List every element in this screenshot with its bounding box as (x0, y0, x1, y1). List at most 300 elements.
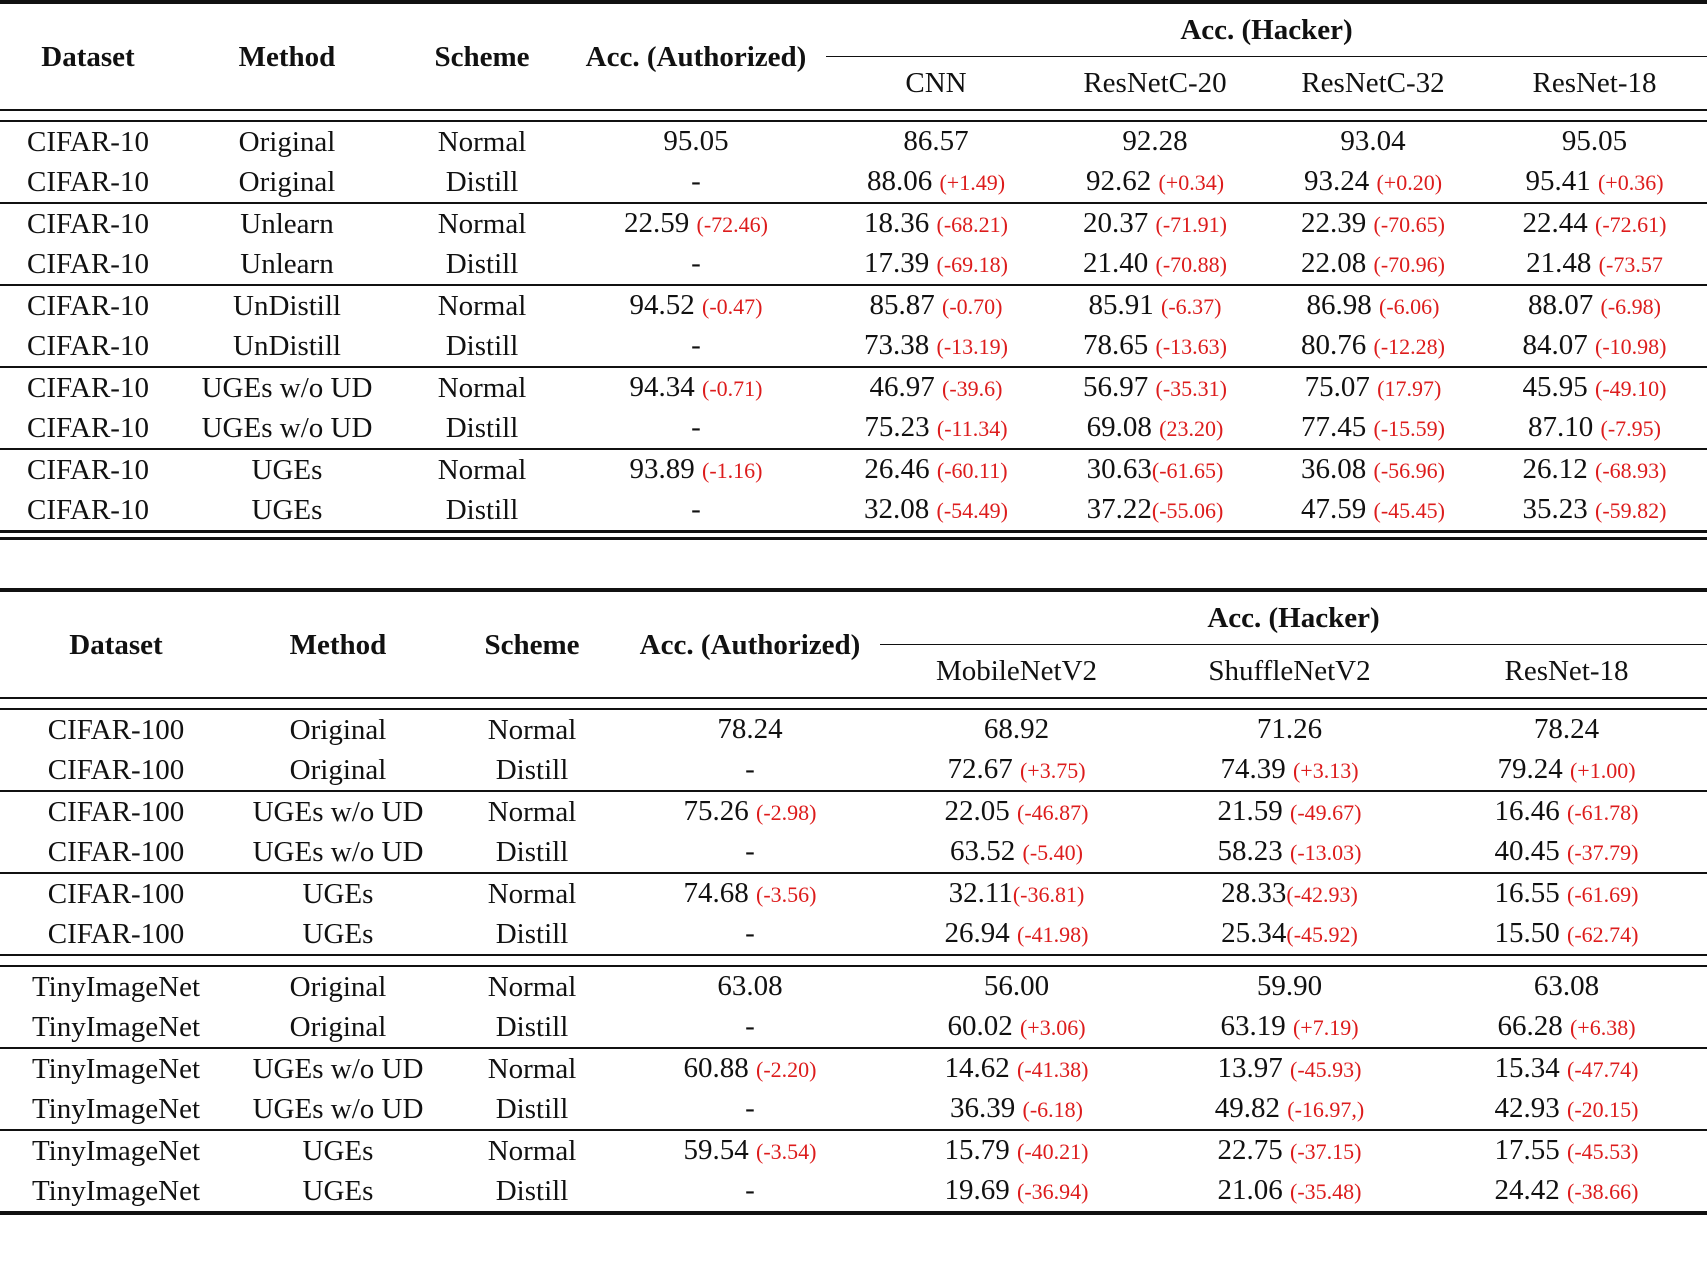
dataset-cell: TinyImageNet (31, 971, 201, 1003)
delta: (-56.96) (1373, 458, 1445, 483)
value: 42.93 (1494, 1092, 1567, 1124)
acc-authorized-cell (566, 408, 826, 449)
acc-hacker-cell (1046, 408, 1264, 449)
acc-hacker-cell (1482, 367, 1707, 408)
delta: (-70.96) (1373, 252, 1445, 277)
method-cell: UGEs w/o UD (201, 412, 373, 444)
delta: (-62.74) (1567, 922, 1639, 947)
scheme-cell: Normal (487, 1053, 577, 1085)
header-dataset: Dataset (69, 628, 163, 661)
acc-authorized-cell (566, 203, 826, 244)
value: 74.68 (683, 877, 756, 909)
value: - (745, 917, 755, 949)
header-model-resnet18: ResNet-18 (1504, 655, 1629, 687)
cifar10-results-table (0, 0, 1707, 540)
acc-hacker-cell (1426, 914, 1707, 954)
acc-authorized-cell (566, 490, 826, 530)
method-cell: Original (289, 971, 387, 1003)
value: 49.82 (1214, 1092, 1288, 1124)
acc-hacker-cell (1153, 791, 1426, 832)
table-row (0, 832, 1707, 873)
acc-hacker-cell (1482, 244, 1707, 285)
table-row (0, 1089, 1707, 1130)
value: 18.36 (864, 207, 937, 239)
value: 94.34 (629, 371, 702, 403)
acc-hacker-cell (1046, 244, 1264, 285)
acc-hacker-cell (826, 326, 1046, 367)
value: 32.11 (948, 877, 1013, 909)
acc-authorized-cell (566, 449, 826, 490)
acc-hacker-cell (1426, 1048, 1707, 1089)
value: 59.90 (1256, 970, 1323, 1002)
value: 22.75 (1217, 1134, 1290, 1166)
acc-hacker-cell (1482, 203, 1707, 244)
table-row (0, 122, 1707, 162)
table-row (0, 367, 1707, 408)
table-row (0, 914, 1707, 954)
delta: (-11.34) (936, 416, 1008, 441)
header-model-resnetc20: ResNetC-20 (1083, 67, 1227, 99)
method-cell: Original (289, 714, 387, 746)
value: 93.24 (1303, 165, 1377, 197)
dataset-cell: CIFAR-100 (47, 754, 185, 786)
header-model-shufflenetv2: ShuffleNetV2 (1208, 655, 1371, 687)
scheme-cell: Normal (437, 454, 527, 486)
delta: (-0.70) (942, 294, 1003, 319)
acc-hacker-cell (1153, 1130, 1426, 1171)
delta: (-73.57 (1598, 252, 1663, 277)
value: 85.87 (869, 289, 942, 321)
delta: (-37.79) (1567, 840, 1639, 865)
acc-hacker-cell (1264, 203, 1482, 244)
delta: (-35.48) (1290, 1179, 1362, 1204)
dataset-cell: CIFAR-10 (27, 126, 149, 158)
value: 32.08 (864, 493, 937, 525)
acc-hacker-cell (1153, 1171, 1426, 1211)
method-cell: Original (289, 1011, 387, 1043)
table-row (0, 326, 1707, 367)
acc-authorized-cell (620, 967, 880, 1007)
value: 35.23 (1522, 493, 1595, 525)
value: 75.07 (1304, 371, 1378, 403)
acc-hacker-cell (880, 832, 1153, 873)
scheme-cell: Normal (437, 372, 527, 404)
acc-hacker-cell (1153, 967, 1426, 1007)
acc-hacker-cell (1264, 490, 1482, 530)
header-model-cnn: CNN (905, 67, 967, 99)
table-row (0, 490, 1707, 530)
acc-hacker-cell (826, 122, 1046, 162)
value: 21.40 (1083, 247, 1156, 279)
method-cell: UGEs (251, 494, 323, 526)
value: 13.97 (1217, 1052, 1290, 1084)
table-row (0, 873, 1707, 914)
value: 80.76 (1301, 329, 1374, 361)
value: 56.97 (1083, 371, 1156, 403)
dataset-cell: CIFAR-10 (27, 372, 149, 404)
header-scheme: Scheme (484, 628, 580, 661)
delta: (-3.54) (756, 1139, 817, 1164)
value: 22.05 (944, 795, 1017, 827)
table-row (0, 967, 1707, 1007)
acc-authorized-cell (566, 162, 826, 203)
acc-hacker-cell (880, 791, 1153, 832)
delta: (-61.65) (1151, 458, 1224, 483)
value: 88.06 (866, 165, 940, 197)
delta: (-2.98) (756, 800, 817, 825)
table-row (0, 162, 1707, 203)
value: 14.62 (944, 1052, 1017, 1084)
acc-hacker-cell (1264, 408, 1482, 449)
delta: (-10.98) (1595, 334, 1667, 359)
scheme-cell: Normal (487, 971, 577, 1003)
value: 22.44 (1522, 207, 1595, 239)
value: 77.45 (1301, 411, 1374, 443)
acc-hacker-cell (826, 285, 1046, 326)
acc-hacker-cell (826, 367, 1046, 408)
acc-hacker-cell (1426, 832, 1707, 873)
value: 66.28 (1497, 1010, 1570, 1042)
delta: (-6.06) (1379, 294, 1440, 319)
acc-hacker-cell (1426, 750, 1707, 791)
delta: (-16.97,) (1287, 1097, 1365, 1122)
value: 19.69 (944, 1174, 1017, 1206)
acc-hacker-cell (1153, 1007, 1426, 1048)
method-cell: UGEs w/o UD (201, 372, 373, 404)
scheme-cell: Distill (495, 918, 569, 950)
scheme-cell: Distill (445, 248, 519, 280)
table-row (0, 710, 1707, 750)
dataset-cell: TinyImageNet (31, 1093, 201, 1125)
dataset-cell: CIFAR-10 (27, 330, 149, 362)
acc-hacker-cell (1046, 367, 1264, 408)
value: 92.62 (1085, 165, 1159, 197)
cifar100-tinyimagenet-results-table (0, 588, 1707, 1215)
scheme-cell: Normal (487, 878, 577, 910)
value: 16.55 (1494, 877, 1567, 909)
delta: (-61.78) (1567, 800, 1639, 825)
delta: (-42.93) (1286, 882, 1358, 907)
scheme-cell: Normal (437, 126, 527, 158)
header-acc-authorized: Acc. (Authorized) (639, 628, 861, 661)
value: 21.06 (1217, 1174, 1290, 1206)
dataset-cell: TinyImageNet (31, 1175, 201, 1207)
value: 40.45 (1494, 835, 1567, 867)
scheme-cell: Distill (445, 166, 519, 198)
value: 37.22 (1086, 493, 1152, 525)
value: 93.89 (629, 453, 702, 485)
acc-hacker-cell (1046, 326, 1264, 367)
acc-hacker-cell (880, 1048, 1153, 1089)
double-rule (0, 697, 1707, 710)
acc-hacker-cell (1153, 1048, 1426, 1089)
value: 68.92 (983, 713, 1050, 745)
acc-authorized-cell (620, 1048, 880, 1089)
delta: (-36.81) (1012, 882, 1085, 907)
delta: (-40.21) (1017, 1139, 1089, 1164)
value: 22.08 (1301, 247, 1374, 279)
delta: (-35.31) (1155, 376, 1227, 401)
delta: (+0.36) (1597, 170, 1664, 195)
dataset-cell: CIFAR-100 (47, 878, 185, 910)
value: 26.94 (944, 917, 1017, 949)
acc-hacker-cell (1153, 914, 1426, 954)
delta: (-45.45) (1373, 498, 1445, 523)
value: 20.37 (1083, 207, 1156, 239)
method-cell: UnDistill (233, 290, 341, 322)
delta: (-45.92) (1286, 922, 1358, 947)
value: 75.26 (683, 795, 756, 827)
dataset-cell: CIFAR-10 (27, 454, 149, 486)
acc-hacker-cell (1153, 873, 1426, 914)
dataset-cell: CIFAR-10 (27, 208, 149, 240)
scheme-cell: Normal (487, 1135, 577, 1167)
value: - (691, 165, 701, 197)
method-cell: UGEs w/o UD (252, 836, 424, 868)
acc-hacker-cell (1264, 285, 1482, 326)
table-row (0, 1007, 1707, 1048)
value: 93.04 (1340, 125, 1406, 157)
dataset-cell: TinyImageNet (31, 1011, 201, 1043)
value: 59.54 (683, 1134, 756, 1166)
acc-hacker-cell (826, 408, 1046, 449)
value: - (691, 411, 701, 443)
acc-hacker-cell (880, 1171, 1153, 1211)
acc-authorized-cell (620, 1130, 880, 1171)
acc-hacker-cell (1046, 490, 1264, 530)
delta: (-45.53) (1567, 1139, 1639, 1164)
double-rule (0, 954, 1707, 967)
value: 95.05 (1561, 125, 1628, 157)
value: 79.24 (1497, 753, 1570, 785)
acc-hacker-cell (1426, 1130, 1707, 1171)
scheme-cell: Distill (495, 1011, 569, 1043)
delta: (-72.61) (1595, 212, 1667, 237)
method-cell: Original (289, 754, 387, 786)
delta: (-13.63) (1155, 334, 1227, 359)
acc-hacker-cell (1426, 967, 1707, 1007)
acc-hacker-cell (1046, 285, 1264, 326)
acc-hacker-cell (1482, 326, 1707, 367)
delta: (+3.75) (1019, 758, 1086, 783)
dataset-cell: CIFAR-10 (27, 494, 149, 526)
value: 56.00 (983, 970, 1050, 1002)
method-cell: UGEs w/o UD (252, 1053, 424, 1085)
value: 78.65 (1083, 329, 1156, 361)
acc-hacker-cell (1426, 873, 1707, 914)
acc-hacker-cell (1046, 203, 1264, 244)
header-method: Method (238, 40, 336, 73)
dataset-cell: CIFAR-10 (27, 412, 149, 444)
acc-hacker-cell (1482, 122, 1707, 162)
acc-hacker-cell (880, 1007, 1153, 1048)
acc-authorized-cell (620, 832, 880, 873)
value: 24.42 (1494, 1174, 1567, 1206)
acc-hacker-cell (880, 967, 1153, 1007)
scheme-cell: Normal (487, 714, 577, 746)
value: 17.39 (864, 247, 937, 279)
dataset-cell: CIFAR-10 (27, 290, 149, 322)
value: - (745, 1092, 755, 1124)
acc-authorized-cell (620, 1089, 880, 1130)
acc-authorized-cell (566, 367, 826, 408)
scheme-cell: Normal (437, 290, 527, 322)
acc-authorized-cell (620, 914, 880, 954)
value: 73.38 (864, 329, 937, 361)
scheme-cell: Distill (445, 330, 519, 362)
table-row (0, 408, 1707, 449)
delta: (-2.20) (756, 1057, 817, 1082)
acc-authorized-cell (566, 244, 826, 285)
delta: (-20.15) (1567, 1097, 1639, 1122)
table-row (0, 791, 1707, 832)
delta: (-70.88) (1155, 252, 1227, 277)
acc-hacker-cell (880, 914, 1153, 954)
bottom-rule (0, 530, 1707, 540)
value: 69.08 (1086, 411, 1160, 443)
double-rule (0, 109, 1707, 122)
scheme-cell: Distill (495, 836, 569, 868)
value: 45.95 (1522, 371, 1595, 403)
acc-hacker-cell (1153, 710, 1426, 750)
method-cell: Unlearn (240, 208, 334, 240)
acc-hacker-cell (1482, 449, 1707, 490)
delta: (-59.82) (1595, 498, 1667, 523)
value: 87.10 (1528, 411, 1601, 443)
value: 63.08 (1533, 970, 1600, 1002)
value: 22.39 (1301, 207, 1374, 239)
value: - (691, 493, 701, 525)
acc-hacker-cell (1426, 710, 1707, 750)
delta: (+6.38) (1569, 1015, 1636, 1040)
dataset-cell: CIFAR-100 (47, 714, 185, 746)
acc-hacker-cell (826, 490, 1046, 530)
acc-hacker-cell (1264, 326, 1482, 367)
acc-hacker-cell (1153, 750, 1426, 791)
acc-authorized-cell (566, 285, 826, 326)
delta: (-3.56) (756, 882, 817, 907)
method-cell: Original (238, 166, 336, 198)
header-acc-hacker: Acc. (Hacker) (880, 590, 1707, 645)
method-cell: UGEs w/o UD (252, 796, 424, 828)
acc-hacker-cell (826, 203, 1046, 244)
delta: (-46.87) (1017, 800, 1089, 825)
value: 21.48 (1526, 247, 1599, 279)
acc-authorized-cell (566, 326, 826, 367)
bottom-rule (0, 1211, 1707, 1215)
delta: (-15.59) (1373, 416, 1445, 441)
delta: (+7.19) (1292, 1015, 1359, 1040)
value: 25.34 (1221, 917, 1287, 949)
delta: (-0.71) (702, 376, 763, 401)
delta: (-12.28) (1373, 334, 1445, 359)
acc-hacker-cell (880, 873, 1153, 914)
header-acc-hacker: Acc. (Hacker) (826, 2, 1707, 57)
delta: (-49.67) (1290, 800, 1362, 825)
value: 15.79 (944, 1134, 1017, 1166)
value: - (745, 835, 755, 867)
dataset-cell: CIFAR-100 (47, 918, 185, 950)
value: - (745, 753, 755, 785)
value: 22.59 (624, 207, 697, 239)
value: 78.24 (1533, 713, 1600, 745)
delta: (-0.47) (702, 294, 763, 319)
scheme-cell: Distill (445, 412, 519, 444)
delta: (+1.49) (939, 170, 1006, 195)
acc-hacker-cell (1482, 490, 1707, 530)
acc-hacker-cell (1264, 122, 1482, 162)
acc-authorized-cell (620, 873, 880, 914)
delta: (-45.93) (1290, 1057, 1362, 1082)
acc-hacker-cell (1264, 367, 1482, 408)
method-cell: UGEs (302, 1135, 374, 1167)
delta: (-6.98) (1600, 294, 1661, 319)
scheme-cell: Distill (495, 754, 569, 786)
acc-hacker-cell (1482, 408, 1707, 449)
header-dataset: Dataset (41, 40, 135, 73)
acc-hacker-cell (1046, 162, 1264, 203)
method-cell: UGEs (251, 454, 323, 486)
method-cell: UGEs (302, 918, 374, 950)
method-cell: UGEs w/o UD (252, 1093, 424, 1125)
delta: (-69.18) (936, 252, 1008, 277)
method-cell: UGEs (302, 1175, 374, 1207)
acc-hacker-cell (1046, 122, 1264, 162)
acc-authorized-cell (620, 710, 880, 750)
delta: (-68.93) (1595, 458, 1667, 483)
value: 26.12 (1522, 453, 1595, 485)
acc-hacker-cell (1426, 1171, 1707, 1211)
table-row (0, 1048, 1707, 1089)
value: 92.28 (1122, 125, 1188, 157)
acc-hacker-cell (1482, 162, 1707, 203)
value: 63.52 (950, 835, 1023, 867)
table-row (0, 244, 1707, 285)
delta: (-36.94) (1017, 1179, 1089, 1204)
delta: (-5.40) (1022, 840, 1083, 865)
scheme-cell: Distill (445, 494, 519, 526)
value: 30.63 (1086, 453, 1152, 485)
table-row (0, 750, 1707, 791)
delta: (-13.03) (1290, 840, 1362, 865)
acc-authorized-cell (620, 1007, 880, 1048)
header-model-resnetc32: ResNetC-32 (1301, 67, 1445, 99)
acc-hacker-cell (1264, 244, 1482, 285)
value: 16.46 (1494, 795, 1567, 827)
value: 60.02 (947, 1010, 1020, 1042)
dataset-cell: CIFAR-100 (47, 836, 185, 868)
table-row (0, 1171, 1707, 1211)
acc-authorized-cell (620, 750, 880, 791)
delta: (-39.6) (942, 376, 1003, 401)
delta: (+3.06) (1019, 1015, 1086, 1040)
header-acc-authorized: Acc. (Authorized) (585, 40, 807, 73)
value: 15.34 (1494, 1052, 1567, 1084)
scheme-cell: Distill (495, 1175, 569, 1207)
delta: (-70.65) (1373, 212, 1445, 237)
value: 21.59 (1217, 795, 1290, 827)
value: 95.05 (663, 125, 729, 157)
acc-hacker-cell (1426, 1007, 1707, 1048)
dataset-cell: TinyImageNet (31, 1135, 201, 1167)
value: 17.55 (1494, 1134, 1567, 1166)
table-row (0, 203, 1707, 244)
delta: (-41.98) (1017, 922, 1089, 947)
acc-hacker-cell (826, 449, 1046, 490)
delta: (-60.11) (936, 458, 1008, 483)
value: 36.39 (950, 1092, 1023, 1124)
acc-hacker-cell (826, 244, 1046, 285)
